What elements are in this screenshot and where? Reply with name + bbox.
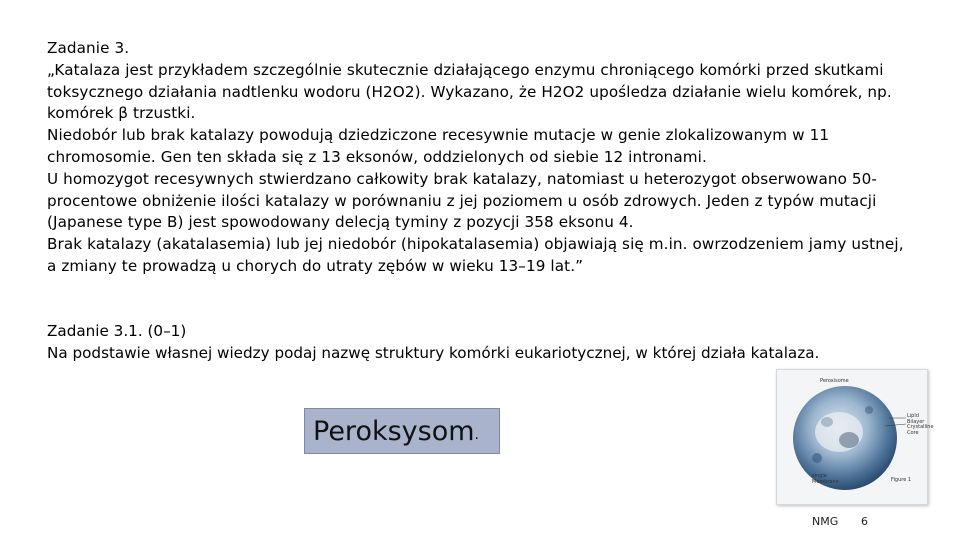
figure-title: Peroxisome bbox=[820, 378, 849, 384]
intro-paragraph-4: Brak katalazy (akatalasemia) lub jej niedobór (hipokatalasemia) objawiają się m.in. owrzodzeniem jamy ustnej, a zmiany te prowadzą u chorych do utraty zębów w wieku 13–19 lat.” bbox=[47, 235, 904, 275]
figure-structure-labels: Lipid Bilayer Crystalline Core bbox=[907, 413, 934, 436]
membrane-spot bbox=[865, 406, 873, 414]
peroxisome-image bbox=[777, 370, 934, 506]
answer-text: Peroksysom bbox=[313, 415, 475, 447]
membrane-spot bbox=[812, 453, 822, 463]
intro-heading: Zadanie 3. bbox=[47, 39, 130, 57]
intro-paragraph-2: Niedobór lub brak katalazy powodują dziedziczone recesywnie mutacje w genie zlokalizowanym w 11 chromosomie. Gen ten składa się z 13 eksonów, oddzielonych od siebie 12 intronami. bbox=[47, 126, 830, 166]
task-question: Na podstawie własnej wiedzy podaj nazwę struktury komórki eukariotycznej, w której działa katalaza. bbox=[47, 343, 820, 362]
figure-membrane-label: single Membrane bbox=[812, 473, 839, 485]
page-number: 6 bbox=[861, 515, 868, 528]
footer-author: NMG bbox=[812, 515, 839, 528]
answer-box bbox=[304, 408, 500, 454]
task-block bbox=[47, 321, 847, 365]
intro-text bbox=[47, 38, 907, 278]
figure-number: Figure 1 bbox=[891, 477, 912, 483]
core-detail bbox=[839, 432, 859, 448]
intro-paragraph-3: U homozygot recesywnych stwierdzano całkowity brak katalazy, natomiast u heterozygot obserwowano 50-procentowe obniżenie ilości katalazy w porównaniu z jej poziomem u osób zdrowych. Jeden z typów mutacji (Japanese type B) jest spowodowany delecją tyminy z pozycji 358 eksonu 4. bbox=[47, 169, 878, 232]
crystalline-core bbox=[815, 412, 863, 452]
peroxisome-figure bbox=[776, 369, 934, 505]
intro-paragraph-1: „Katalaza jest przykładem szczególnie skutecznie działającego enzymu chroniącego komórki przed skutkami toksycznego działania nadtlenku wodoru (H2O2). Wykazano, że H2O2 upośledza działanie wielu komórek, np. komórek β trzustki. bbox=[47, 60, 892, 123]
core-detail bbox=[821, 417, 833, 427]
answer-period: . bbox=[474, 427, 479, 443]
task-heading: Zadanie 3.1. (0–1) bbox=[47, 322, 187, 340]
